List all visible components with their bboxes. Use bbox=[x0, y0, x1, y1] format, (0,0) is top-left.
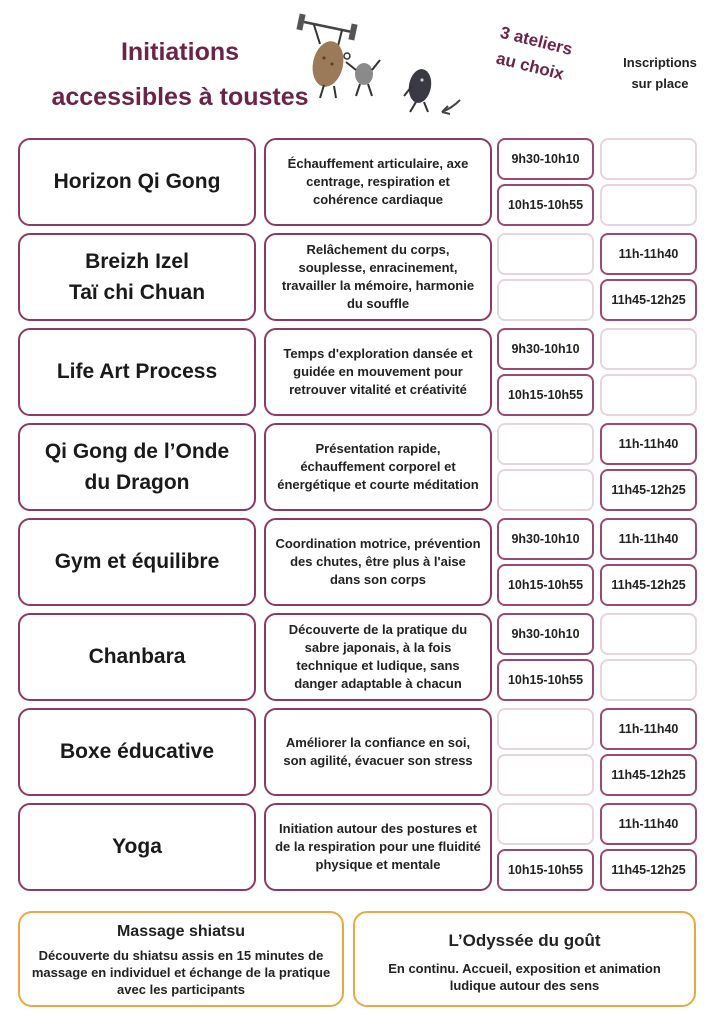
workshop-name bbox=[18, 233, 256, 321]
workshop-name bbox=[18, 613, 256, 701]
workshop-description: Présentation rapide, échauffement corporel et énergétique et courte méditation bbox=[264, 423, 492, 511]
slot-9h30[interactable]: 9h30-10h10 bbox=[497, 328, 594, 370]
slot-9h30[interactable] bbox=[497, 233, 594, 275]
workshop-name-line-1: Gym et équilibre bbox=[54, 550, 220, 574]
slot-10h15[interactable] bbox=[497, 469, 594, 511]
workshop-description: Coordination motrice, prévention des chutes, être plus à l'aise dans son corps bbox=[264, 518, 492, 606]
slot-11h45[interactable]: 11h45-12h25 bbox=[600, 754, 697, 796]
slot-10h15[interactable]: 10h15-10h55 bbox=[497, 564, 594, 606]
title-line-2: accessibles à toustes bbox=[51, 83, 309, 111]
slot-11h45[interactable]: 11h45-12h25 bbox=[600, 279, 697, 321]
ateliers-line-1: 3 ateliers bbox=[498, 22, 575, 60]
workshop-description: Temps d'exploration dansée et guidée en mouvement pour retrouver vitalité et créativité bbox=[264, 328, 492, 416]
slot-11h45[interactable]: 11h45-12h25 bbox=[600, 469, 697, 511]
workshop-name bbox=[18, 423, 256, 511]
slot-9h30[interactable]: 9h30-10h10 bbox=[497, 138, 594, 180]
slot-10h15[interactable]: 10h15-10h55 bbox=[497, 849, 594, 891]
slot-11h45[interactable] bbox=[600, 374, 697, 416]
slot-11h[interactable]: 11h-11h40 bbox=[600, 708, 697, 750]
workshop-description: Relâchement du corps, souplesse, enracinement, travailler la mémoire, harmonie du souffle bbox=[264, 233, 492, 321]
slot-11h45[interactable]: 11h45-12h25 bbox=[600, 564, 697, 606]
slot-10h15[interactable] bbox=[497, 754, 594, 796]
workshop-row bbox=[18, 233, 698, 321]
workshop-name-line-2: Taï chi Chuan bbox=[68, 281, 206, 304]
slot-11h45[interactable] bbox=[600, 184, 697, 226]
shiatsu-title: Massage shiatsu bbox=[116, 923, 246, 940]
workshop-description: Échauffement articulaire, axe centrage, respiration et cohérence cardiaque bbox=[264, 138, 492, 226]
shiatsu-box bbox=[18, 911, 344, 1007]
slot-10h15[interactable]: 10h15-10h55 bbox=[497, 374, 594, 416]
slot-11h[interactable] bbox=[600, 138, 697, 180]
workshop-name-line-1: Yoga bbox=[112, 835, 162, 859]
workshop-row bbox=[18, 518, 698, 606]
inscriptions-line-1: Inscriptions bbox=[623, 55, 697, 70]
workshop-name bbox=[18, 803, 256, 891]
odyssee-title: L’Odyssée du goût bbox=[448, 931, 601, 950]
inscriptions-line-2: sur place bbox=[631, 76, 689, 92]
workshop-name-line-2: du Dragon bbox=[84, 471, 190, 494]
workshop-name bbox=[18, 708, 256, 796]
ateliers-line-2: au choix bbox=[494, 48, 566, 85]
slot-11h[interactable]: 11h-11h40 bbox=[600, 423, 697, 465]
slot-9h30[interactable] bbox=[497, 708, 594, 750]
workshop-row bbox=[18, 138, 698, 226]
odyssee-text-line-2: ludique autour des sens bbox=[449, 977, 600, 993]
workshop-name bbox=[18, 518, 256, 606]
title-line-1: Initiations bbox=[120, 38, 240, 66]
workshop-row bbox=[18, 613, 698, 701]
workshop-name-line-1: Horizon Qi Gong bbox=[53, 170, 221, 194]
ateliers-badge bbox=[473, 15, 592, 93]
odyssee-text bbox=[355, 961, 694, 995]
slot-9h30[interactable] bbox=[497, 423, 594, 465]
slot-9h30[interactable]: 9h30-10h10 bbox=[497, 518, 594, 560]
mascot-illustration bbox=[292, 8, 472, 118]
workshop-row bbox=[18, 328, 698, 416]
odyssee-box bbox=[353, 911, 696, 1007]
shiatsu-text: Découverte du shiatsu assis en 15 minutes de massage en individuel et échange de la pratique avec les participants bbox=[31, 948, 331, 997]
slot-11h[interactable] bbox=[600, 613, 697, 655]
slot-11h45[interactable] bbox=[600, 659, 697, 701]
slot-11h[interactable]: 11h-11h40 bbox=[600, 518, 697, 560]
slot-9h30[interactable] bbox=[497, 803, 594, 845]
slot-11h45[interactable]: 11h45-12h25 bbox=[600, 849, 697, 891]
odyssee-text-line-1: En continu. Accueil, exposition et animation bbox=[388, 961, 661, 976]
slot-11h[interactable]: 11h-11h40 bbox=[600, 803, 697, 845]
slot-10h15[interactable]: 10h15-10h55 bbox=[497, 659, 594, 701]
slot-10h15[interactable]: 10h15-10h55 bbox=[497, 184, 594, 226]
workshop-name-line-1: Chanbara bbox=[88, 645, 186, 669]
inscriptions-note bbox=[605, 52, 715, 95]
workshop-name-line-1: Qi Gong de l’Onde bbox=[44, 439, 230, 463]
workshop-description: Découverte de la pratique du sabre japonais, à la fois technique et ludique, sans danger adaptable à chacun bbox=[264, 613, 492, 701]
workshop-name bbox=[18, 138, 256, 226]
workshop-description: Initiation autour des postures et de la respiration pour une fluidité physique et mentale bbox=[264, 803, 492, 891]
workshop-description: Améliorer la confiance en soi, son agilité, évacuer son stress bbox=[264, 708, 492, 796]
slot-10h15[interactable] bbox=[497, 279, 594, 321]
workshop-row bbox=[18, 423, 698, 511]
workshop-name bbox=[18, 328, 256, 416]
slot-9h30[interactable]: 9h30-10h10 bbox=[497, 613, 594, 655]
workshop-name-line-1: Breizh Izel bbox=[85, 249, 189, 273]
slot-11h[interactable] bbox=[600, 328, 697, 370]
slot-11h[interactable]: 11h-11h40 bbox=[600, 233, 697, 275]
workshop-name-line-1: Life Art Process bbox=[56, 360, 218, 384]
workshop-row bbox=[18, 708, 698, 796]
workshop-name-line-1: Boxe éducative bbox=[59, 740, 215, 764]
workshop-row bbox=[18, 803, 698, 891]
